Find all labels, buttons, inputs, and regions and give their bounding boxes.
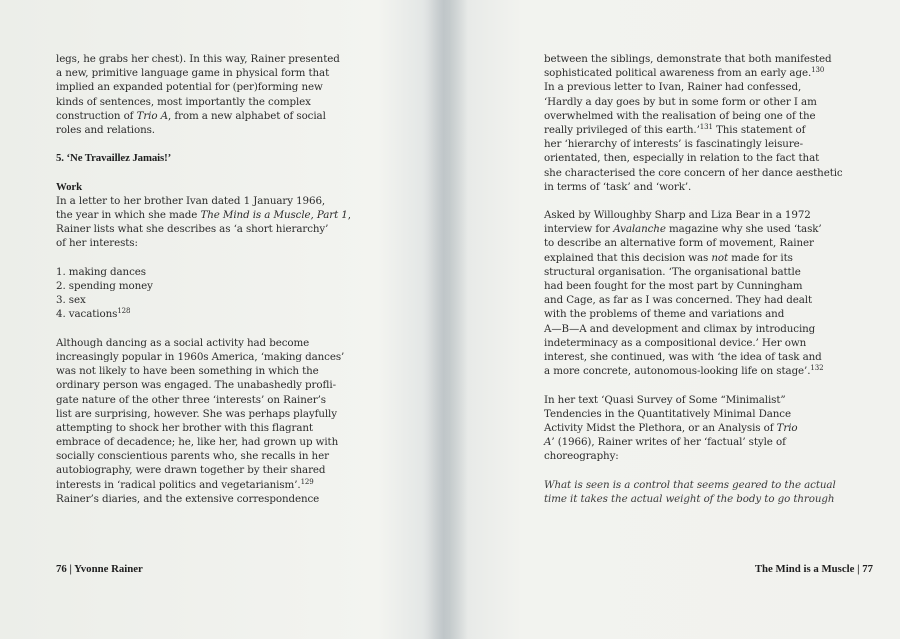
body-line: Rainer lists what she describes as ‘a short hierarchy’	[56, 223, 329, 236]
body-line: interview for Avalanche magazine why she used ‘task’	[544, 223, 822, 236]
list-item-text: 4. vacations	[56, 308, 118, 321]
body-line: legs, he grabs her chest). In this way, Rainer presented	[56, 53, 340, 65]
body-line: between the siblings, demonstrate that both manifested	[544, 53, 832, 65]
body-line: overwhelmed with the realisation of being one of the	[544, 109, 816, 122]
body-line-text: This statement of	[712, 123, 806, 136]
body-line-text: interests in ‘radical politics and vegetarianism’.	[56, 478, 301, 491]
body-line	[544, 66, 874, 80]
body-line: with the problems of theme and variations and	[544, 308, 785, 321]
block-quote-line: time it takes the actual weight of the body to go through	[544, 492, 835, 505]
body-line-text: sophisticated political awareness from an early age.	[544, 67, 812, 80]
italic-title: Trio A	[136, 109, 168, 122]
footnote-marker: 130	[811, 66, 825, 75]
body-line: In a previous letter to Ivan, Rainer had confessed,	[544, 81, 802, 94]
body-line: the year in which she made The Mind is a Muscle, Part 1,	[56, 209, 351, 222]
body-line: Although dancing as a social activity had become	[56, 336, 310, 349]
footnote-marker: 129	[300, 477, 314, 486]
body-line: A’ (1966), Rainer writes of her ‘factual’ style of	[544, 436, 786, 449]
body-line: of her interests:	[56, 237, 138, 250]
italic-title: Avalanche	[613, 223, 666, 236]
body-line: orientated, then, especially in relation to the fact that	[544, 152, 820, 165]
paragraph-gap	[544, 194, 874, 208]
body-line: increasingly popular in 1960s America, ‘making dances’	[56, 350, 345, 363]
body-line	[56, 478, 386, 492]
body-line: indeterminacy as a compositional device.’ Her own	[544, 336, 807, 349]
block-quote-line: What is seen is a control that seems geared to the actual	[544, 478, 836, 491]
body-line-text: really privileged of this earth.’	[544, 123, 700, 136]
list-item: 3. sex	[56, 294, 86, 307]
body-line: Asked by Willoughby Sharp and Liza Bear in a 1972	[544, 209, 811, 222]
body-line: Tendencies in the Quantitatively Minimal Dance	[544, 407, 791, 420]
body-line: construction of Trio A, from a new alphabet of social	[56, 109, 326, 122]
footnote-marker: 131	[699, 122, 713, 131]
body-line: embrace of decadence; he, like her, had grown up with	[56, 436, 339, 449]
left-page-body	[56, 52, 386, 506]
right-page-body	[544, 52, 874, 506]
italic-title: not	[711, 251, 729, 264]
list-item	[56, 307, 386, 321]
paragraph-gap	[56, 137, 386, 151]
body-line-text: a more concrete, autonomous-looking life on stage’.	[544, 365, 811, 378]
body-line: A—B—A and development and climax by introducing	[544, 322, 816, 335]
right-page	[455, 0, 900, 639]
body-line: had been fought for the most part by Cunningham	[544, 280, 803, 292]
footnote-marker: 132	[810, 364, 824, 373]
subheading-work: Work	[56, 180, 82, 193]
body-line	[544, 123, 874, 137]
body-line: and Cage, as far as I was concerned. They had dealt	[544, 294, 812, 307]
body-line: ‘Hardly a day goes by but in some form or other I am	[544, 95, 817, 108]
body-line: in terms of ‘task’ and ‘work’.	[544, 180, 692, 193]
list-item: 2. spending money	[56, 280, 153, 292]
body-line: ordinary person was engaged. The unabashedly profli-	[56, 379, 336, 392]
body-line: her ‘hierarchy of interests’ is fascinatingly leisure-	[544, 138, 804, 151]
paragraph-gap	[544, 378, 874, 392]
body-line: to describe an alternative form of movement, Rainer	[544, 237, 814, 250]
left-folio: 76 | Yvonne Rainer	[56, 563, 143, 575]
body-line: structural organisation. ‘The organisational battle	[544, 265, 801, 278]
body-line: socially conscientious parents who, she recalls in her	[56, 450, 329, 463]
body-line: gate nature of the other three ‘interests’ on Rainer’s	[56, 393, 326, 406]
body-line: Activity Midst the Plethora, or an Analysis of Trio	[544, 421, 798, 434]
body-line: choreography:	[544, 450, 619, 463]
list-item: 1. making dances	[56, 265, 146, 278]
paragraph-gap	[544, 463, 874, 477]
italic-title: A	[544, 436, 552, 449]
section-heading: 5. ‘Ne Travaillez Jamais!’	[56, 152, 172, 165]
body-line: Rainer’s diaries, and the extensive correspondence	[56, 492, 320, 505]
body-line: was not likely to have been something in which the	[56, 365, 319, 378]
left-page	[0, 0, 445, 639]
italic-title: The Mind is a Muscle, Part 1	[200, 209, 348, 222]
body-line: In a letter to her brother Ivan dated 1 January 1966,	[56, 194, 326, 207]
right-folio: The Mind is a Muscle | 77	[754, 563, 873, 575]
body-line: roles and relations.	[56, 123, 155, 136]
body-line: a new, primitive language game in physical form that	[56, 67, 330, 80]
body-line: autobiography, were drawn together by their shared	[56, 464, 326, 477]
body-line: interest, she continued, was with ‘the idea of task and	[544, 350, 822, 363]
body-line: attempting to shock her brother with this flagrant	[56, 421, 313, 434]
body-line: implied an expanded potential for (per)forming new	[56, 81, 323, 94]
footnote-marker: 128	[117, 307, 131, 316]
body-line	[544, 364, 874, 378]
body-line: she characterised the core concern of her dance aesthetic	[544, 166, 843, 179]
body-line: In her text ‘Quasi Survey of Some “Minimalist”	[544, 393, 786, 406]
paragraph-gap	[56, 322, 386, 336]
italic-title: Trio	[776, 421, 798, 434]
paragraph-gap	[56, 166, 386, 180]
body-line: list are surprising, however. She was perhaps playfully	[56, 407, 337, 420]
body-line: explained that this decision was not made for its	[544, 251, 793, 264]
paragraph-gap	[56, 251, 386, 265]
body-line: kinds of sentences, most importantly the complex	[56, 95, 311, 108]
